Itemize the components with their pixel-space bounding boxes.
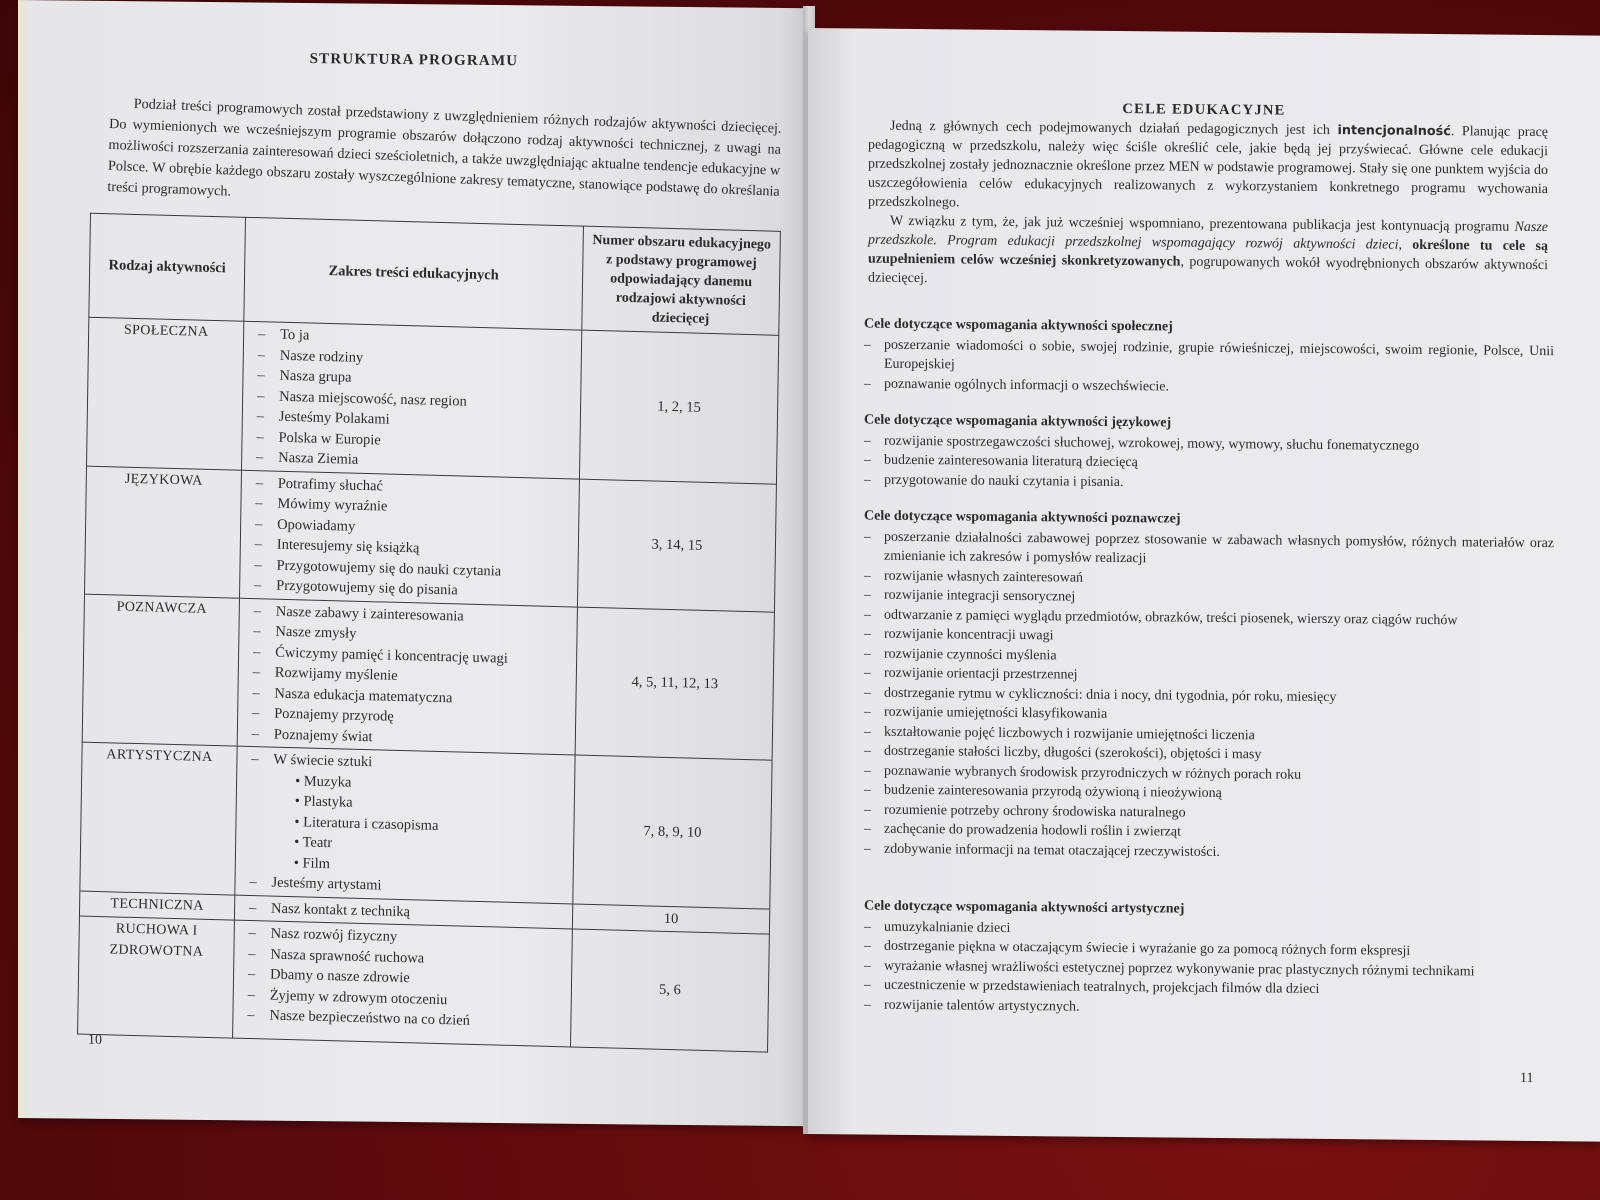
goal-text: rozwijanie talentów artystycznych. [884,997,1080,1015]
goals-section [864,411,1554,497]
dash-marker: – [864,977,871,993]
left-page-title: STRUKTURA PROGRAMU [309,51,519,70]
goal-text: kształtowanie pojęć liczbowych i rozwijanie umiejętności liczenia [884,724,1255,743]
right-page-number: 11 [1520,1070,1534,1086]
dash-marker: – [864,938,871,954]
dash-marker: – [864,529,871,545]
topic-text: Nasza sprawność ruchowa [270,946,425,967]
bullet-marker [272,866,294,867]
dash-marker: – [864,685,871,701]
activity-category: RUCHOWA I ZDROWOTNA [78,916,235,1038]
area-numbers: 3, 14, 15 [577,479,776,612]
goal-text: budzenie zainteresowania przyrodą ożywioną i nieożywioną [884,782,1222,801]
dash-marker: – [257,367,265,384]
dash-marker: – [864,919,871,935]
dash-marker: – [257,346,266,363]
topic-text: Poznajemy przyrodę [274,705,394,725]
goal-text: poszerzanie działalności zabawowej poprzez stosowanie w zabawach własnych pomysłów, różnych materiałów oraz zmienianie ich zakresów i pomysłów realizacji [884,529,1554,567]
goal-text: dostrzeganie rytmu w cykliczności: dnia i nocy, dni tygodnia, pór roku, miesięcy [884,685,1337,705]
dash-marker: – [251,751,259,768]
topic-list [239,470,579,607]
bullet-marker [272,846,294,847]
right-intro-paragraph-1: Jedną z głównych cech podejmowanych działań pedagogicznych jest ich intencjonalność. Planując pracę pedagogiczną w przedszkolu, należy więc ściśle określić cele, jakie będą jej przyświecać. Główne cele edukacji przedszkolnej zostały jednoznacznie określone przez MEN w podstawie programowej. Stały się one punktem wyjścia do uszczegółowienia celów edukacyjnych realizowanych z wykorzystaniem konkretnego programu wychowania przedszkolnego. [868,118,1548,211]
dash-marker: – [864,665,871,681]
dash-marker: – [251,725,260,742]
area-numbers: 5, 6 [571,929,770,1052]
topic-text: Dbamy o nasze zdrowie [269,966,410,987]
right-page-title: CELE EDUKACYJNE [1122,101,1286,119]
goal-text: rozwijanie orientacji przestrzennej [884,665,1078,683]
dash-marker: – [864,821,871,837]
topic-text: Potrafimy słuchać [277,475,384,494]
program-structure-table [77,213,781,1053]
topic-text: Przygotowujemy się do nauki czytania [276,557,502,580]
topic-text: Nasze zabawy i zainteresowania [275,603,464,625]
goal-text: dostrzeganie piękna w otaczającym świecie i wyrażanie go za pomocą różnych form ekspresji [884,938,1411,959]
activity-category: JĘZYKOWA [85,466,242,598]
table-row [82,594,774,761]
section-title: Cele dotyczące wspomagania aktywności społecznej [864,316,1173,335]
topic-text: Nasze bezpieczeństwo na co dzień [269,1007,471,1029]
left-page-number: 10 [88,1032,102,1048]
topic-text: • Plastyka [294,793,353,811]
right-page [808,28,1600,1142]
dash-marker: – [864,433,871,449]
topic-text: • Film [293,854,331,872]
goal-text: rozumienie potrzeby ochrony środowiska naturalnego [884,802,1186,821]
table-row [85,466,777,612]
left-page [18,0,810,1126]
goal-text: rozwijanie integracji sensorycznej [884,587,1076,605]
dash-marker: – [252,705,260,722]
header-activity-type: Rodzaj aktywności [89,213,246,321]
section-title: Cele dotyczące wspomagania aktywności artystycznej [864,898,1185,917]
goal-text: rozwijanie umiejętności klasyfikowania [884,704,1108,722]
area-numbers: 7, 8, 9, 10 [573,755,772,909]
dash-marker: – [864,587,871,603]
topic-text: Przygotowujemy się do pisania [276,577,458,599]
booklet [18,0,1600,1140]
activity-category: SPOŁECZNA [87,317,244,470]
goal-text: odtwarzanie z pamięci wyglądu przedmiotów, obrazków, treści piosenek, wierszy oraz ciągów ruchów [884,607,1458,628]
dash-marker: – [252,684,260,701]
dash-marker: – [253,643,261,660]
bullet-marker [273,784,295,785]
goal-text: dostrzeganie stałości liczby, długości (szerokości), objętości i masy [884,743,1262,763]
goals-section [864,315,1554,401]
dash-marker: – [254,556,262,573]
goal-text: zdobywanie informacji na temat otaczającej rzeczywistości. [884,841,1220,860]
topic-text: • Literatura i czasopisma [294,813,439,834]
topic-text: Żyjemy w zdrowym otoczeniu [269,987,448,1008]
left-intro [107,93,782,224]
left-intro-paragraph: Podział treści programowych został przedstawiony z uwzględnieniem różnych rodzajów aktywności dziecięcej. Do wymienionych we wcześniejszym programie obszarów dołączono rodzaj aktywności technicznej, z uwagi na możliwości rozszerzania zainteresowań dzieci sześcioletnich, a także uwzględniając aktualne tendencje edukacyjne w Polsce. W obrębie każdego obszaru zostały wyszczególnione zakresy tematyczne, stanowiące podstawę do określania treści programowych. [107,95,782,200]
dash-marker: – [255,515,263,532]
topic-text: Polska w Europie [278,429,381,448]
dash-marker: – [864,997,871,1013]
dash-marker: – [249,899,257,916]
activity-category: POZNAWCZA [82,594,239,747]
table-row [80,742,772,909]
topic-text: Nasza edukacja matematyczna [274,685,453,706]
topic-text: Nasz kontakt z techniką [271,900,411,920]
goal-text: zachęcanie do prowadzenia hodowli roślin i zwierząt [884,821,1181,840]
dash-marker: – [248,945,256,962]
topic-text: Opowiadamy [277,516,356,535]
goal-item [864,527,1554,573]
goals-section [864,507,1554,866]
goal-text: rozwijanie koncentracji uwagi [884,626,1054,644]
dash-marker: – [256,449,264,466]
activity-category: TECHNICZNA [79,891,234,921]
dash-marker: – [248,925,257,942]
header-area-number: Numer obszaru edukacyjnego z podstawy programowej odpowiadający danemu rodzajowi aktywności dziecięcej [582,226,781,335]
goal-text: rozwijanie spostrzegawczości słuchowej, wzrokowej, mowy, wymowy, słuchu fonematycznego [884,433,1420,454]
dash-marker: – [255,474,264,491]
dash-marker: – [864,607,871,623]
topic-list [237,598,577,755]
dash-marker: – [864,704,871,720]
dash-marker: – [255,495,263,512]
topic-list [233,920,573,1047]
dash-marker: – [864,568,871,584]
topic-text: To ja [280,326,310,344]
topic-text: Nasze zmysły [275,623,357,642]
goal-item [864,335,1554,381]
goals-section [864,897,1554,1022]
topic-text: Nasza miejscowość, nasz region [279,388,467,410]
goal-text: wyrażanie własnej wrażliwości estetycznej poprzez wykonywanie prac plastycznych różnymi technikami [884,958,1475,979]
goal-text: umuzykalnianie dzieci [884,919,1011,936]
dash-marker: – [864,802,871,818]
dash-marker: – [247,1006,255,1024]
topic-text: Mówimy wyraźnie [277,495,388,515]
dash-marker: – [254,536,263,553]
dash-marker: – [256,428,264,445]
topic-text: Nasze rodziny [279,347,364,366]
activity-category: ARTYSTYCZNA [80,742,237,895]
dash-marker: – [864,472,871,488]
dash-marker: – [253,602,262,619]
topic-text: Interesujemy się książką [276,536,420,557]
goal-text: poznawanie wybranych środowisk przyrodniczych w różnych porach roku [884,763,1302,783]
goal-text: poszerzanie wiadomości o sobie, swojej rodzinie, grupie rówieśniczej, miejscowości, swoim regionie, Polsce, Unii Europejskiej [884,337,1554,373]
dash-marker: – [864,841,871,857]
area-numbers: 1, 2, 15 [579,330,778,484]
dash-marker: – [864,626,871,642]
bullet-marker [273,805,295,806]
goal-text: przygotowanie do nauki czytania i pisania. [884,472,1124,490]
dash-marker: – [864,452,871,468]
dash-marker: – [247,965,256,983]
dash-marker: – [864,724,871,740]
topic-text: Jesteśmy artystami [271,874,382,894]
dash-marker: – [864,958,871,974]
area-numbers: 10 [572,903,769,934]
dash-marker: – [864,763,871,779]
dash-marker: – [258,326,266,343]
goal-text: rozwijanie czynności myślenia [884,646,1057,663]
topic-text: Ćwiczymy pamięć i koncentrację uwagi [275,644,508,667]
goal-text: budzenie zainteresowania literaturą dziecięcą [884,452,1138,471]
topic-list [235,746,575,903]
dash-marker: – [249,874,257,891]
topic-text: Nasza Ziemia [278,449,359,468]
table-row [78,916,770,1052]
area-numbers: 4, 5, 11, 12, 13 [575,607,774,761]
topic-text: • Muzyka [295,772,352,791]
topic-text: Poznajemy świat [273,726,373,745]
table-row [87,317,779,484]
bullet-marker [272,825,294,826]
dash-marker: – [864,782,871,798]
table-header-row [89,213,781,335]
goal-text: uczestniczenie w przedstawieniach teatralnych, projekcjach filmów dla dzieci [884,977,1320,997]
section-title: Cele dotyczące wspomagania aktywności poznawczej [864,508,1181,527]
topic-text: Nasz rozwój fizyczny [270,925,398,945]
right-intro-paragraph-2: W związku z tym, że, jak już wcześniej wspomniano, prezentowana publikacja jest kontynuacją programu Nasze przedszkole. Program edukacji przedszkolnej wspomagający rozwój aktywności dzieci, określone tu cele są uzupełnieniem celów wcześniej skonkretyzowanych, pogrupowanych wokół wyodrębnionych obszarów aktywności dziecięcej. [868,213,1548,287]
right-intro [868,117,1548,295]
topic-text: W świecie sztuki [273,751,373,771]
dash-marker: – [864,743,871,759]
dash-marker: – [247,986,256,1003]
header-content-scope: Zakres treści edukacyjnych [244,217,584,330]
goal-text: rozwijanie własnych zainteresowań [884,568,1084,586]
dash-marker: – [257,387,265,404]
section-title: Cele dotyczące wspomagania aktywności językowej [864,412,1172,431]
dash-marker: – [864,376,871,392]
topic-text: • Teatr [294,834,333,852]
dash-marker: – [252,664,261,681]
dash-marker: – [254,577,262,594]
topic-text: Rozwijamy myślenie [274,664,398,684]
dash-marker: – [864,337,871,353]
topic-text: Nasza grupa [279,367,352,386]
topic-list [242,321,582,478]
dash-marker: – [253,623,261,640]
topic-text: Jesteśmy Polakami [278,408,390,428]
dash-marker: – [256,408,265,425]
goal-text: poznawanie ogólnych informacji o wszechświecie. [884,376,1169,394]
dash-marker: – [864,646,871,662]
